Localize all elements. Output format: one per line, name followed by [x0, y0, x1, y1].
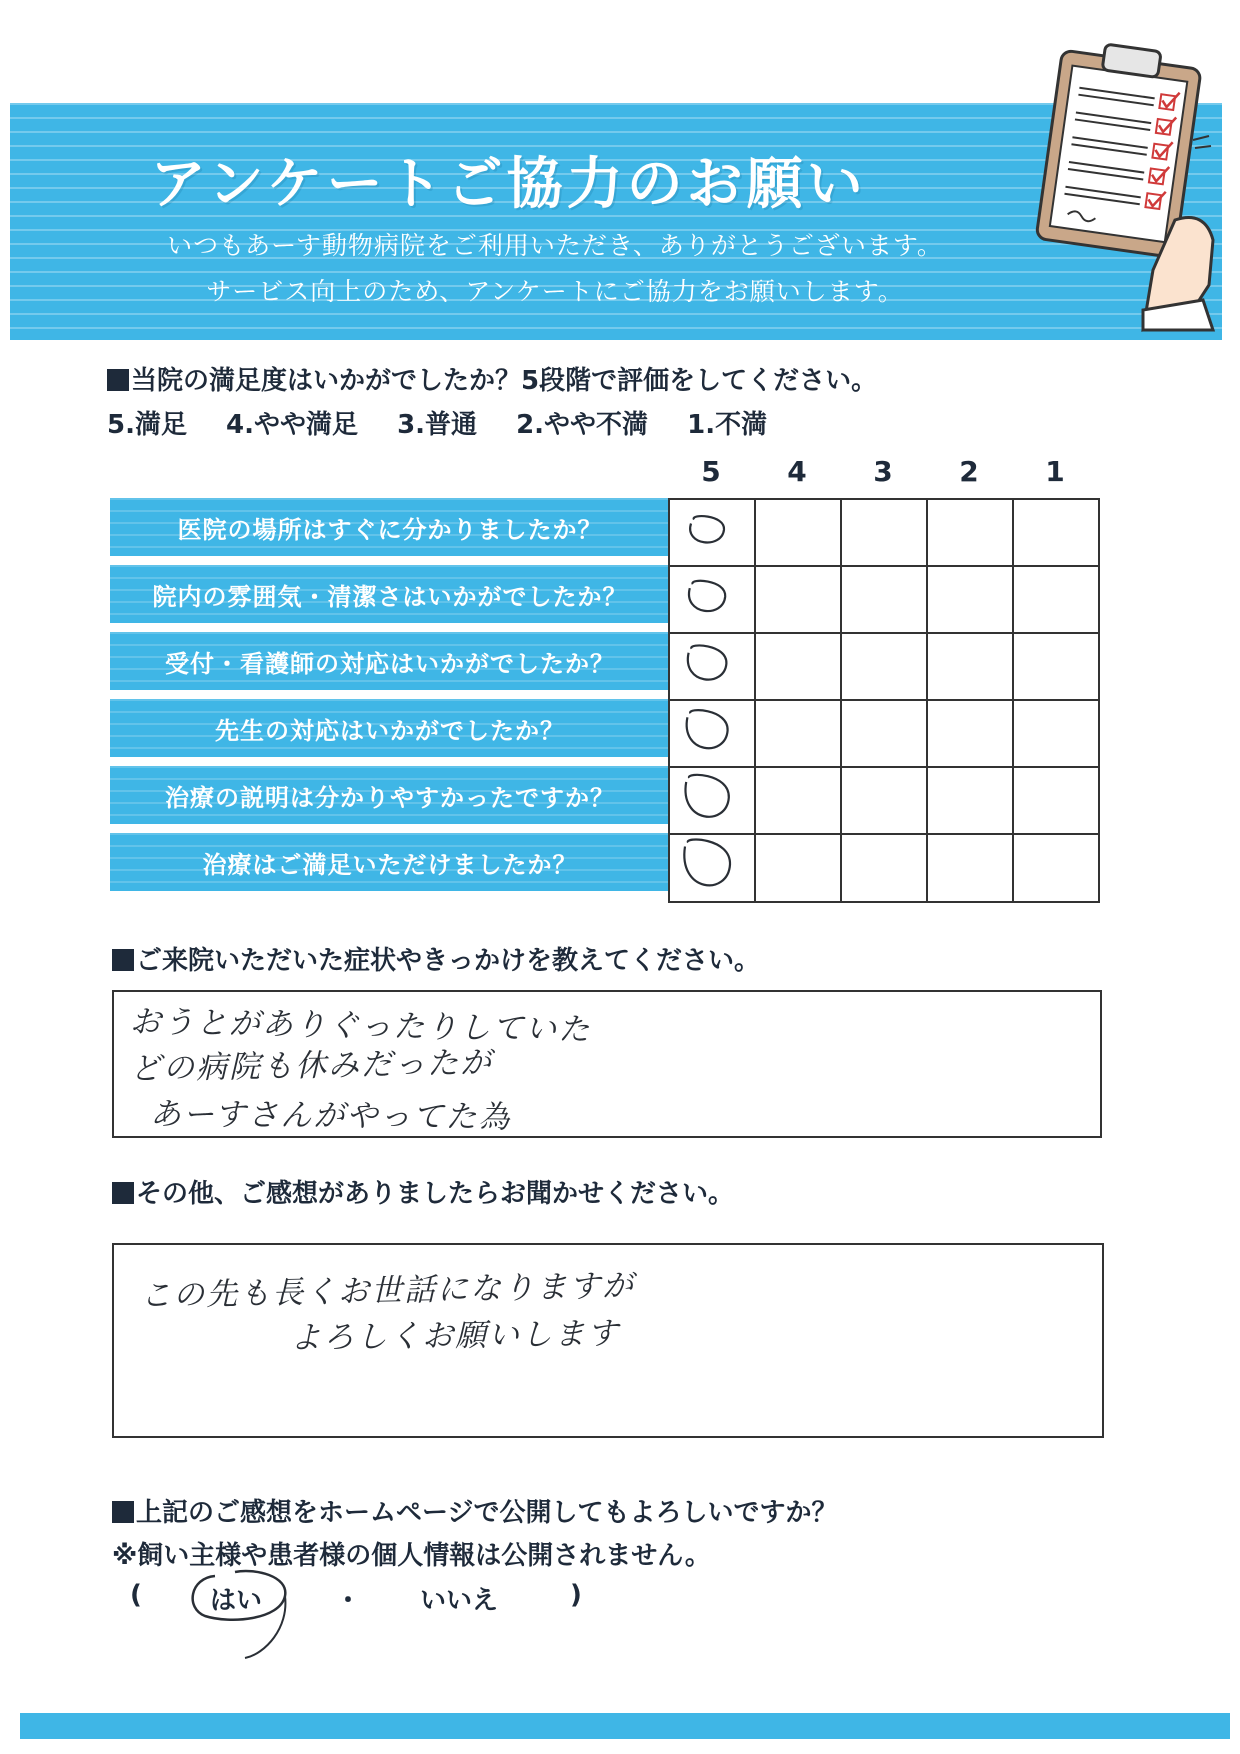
scale-header-1: 1 — [1045, 455, 1065, 488]
publish-heading — [112, 1492, 837, 1529]
publish-heading-text: 上記のご感想をホームページで公開してもよろしいですか？ — [136, 1498, 838, 1528]
legend-3: 3.普通 — [397, 410, 478, 440]
close-paren: ) — [570, 1580, 582, 1610]
rating-marks-layer — [668, 498, 1100, 903]
bullet-square-icon — [112, 1182, 134, 1204]
scale-header-2: 2 — [959, 455, 979, 488]
legend-1: 1.不満 — [687, 410, 768, 440]
scale-header-4: 4 — [787, 455, 807, 488]
question-label: 治療の説明は分かりやすかったですか？ — [110, 766, 670, 824]
rating-scale-legend — [107, 404, 797, 441]
comments-heading-text: その他、ご感想がありましたらお聞かせください。 — [136, 1179, 735, 1209]
banner-message-line-2: サービス向上のため、アンケートにご協力をお願いします。 — [206, 277, 904, 306]
reason-answer-line-1: おうとがありぐったりしていた — [129, 1003, 592, 1049]
rating-circle-mark — [689, 581, 725, 611]
reason-answer-line-3: あーすさんがやってた為 — [149, 1096, 512, 1136]
reason-answer-line-2: どの病院も休みだったが — [129, 1044, 494, 1088]
reason-heading — [112, 940, 760, 977]
footer-bar — [20, 1713, 1230, 1739]
legend-5: 5.満足 — [107, 410, 187, 440]
scale-header-5: 5 — [701, 455, 721, 488]
banner-message-line-1: いつもあーす動物病院をご利用いただき、ありがとうございます。 — [167, 231, 943, 260]
bullet-square-icon — [112, 949, 134, 971]
survey-title: アンケートご協力のお願い — [150, 152, 867, 217]
bullet-square-icon — [107, 369, 129, 391]
question-label: 受付・看護師の対応はいかがでしたか？ — [110, 632, 670, 690]
clipboard-checklist-icon — [1025, 40, 1225, 330]
comments-answer-line-2: よろしくお願いします — [289, 1315, 621, 1357]
bullet-square-icon — [112, 1501, 134, 1523]
publish-yes-option[interactable]: はい — [210, 1586, 263, 1616]
question-label: 医院の場所はすぐに分かりましたか？ — [110, 498, 670, 556]
question-label: 治療はご満足いただけましたか？ — [110, 833, 670, 891]
legend-4: 4.やや満足 — [226, 410, 358, 440]
rating-circle-mark — [688, 645, 727, 679]
legend-2: 2.やや不満 — [516, 410, 649, 440]
privacy-note: ※飼い主様や患者様の個人情報は公開されません。 — [112, 1541, 711, 1571]
open-paren: ( — [130, 1580, 142, 1610]
rating-circle-mark — [685, 775, 728, 817]
satisfaction-heading-text: 当院の満足度はいかがでしたか？5段階で評価をしてください。 — [131, 366, 878, 396]
reason-heading-text: ご来院いただいた症状やきっかけを教えてください。 — [136, 946, 761, 976]
question-label: 先生の対応はいかがでしたか？ — [110, 699, 670, 757]
satisfaction-heading — [107, 360, 877, 397]
yes-selected-circle-mark — [185, 1568, 305, 1668]
scale-header-3: 3 — [873, 455, 893, 488]
comments-heading — [112, 1173, 734, 1210]
rating-circle-mark — [684, 840, 730, 886]
question-label: 院内の雰囲気・清潔さはいかがでしたか？ — [110, 565, 670, 623]
rating-circle-mark — [690, 516, 724, 542]
option-separator: ・ — [335, 1586, 362, 1616]
publish-no-option[interactable]: いいえ — [420, 1586, 499, 1616]
comments-answer-line-1: この先も長くお世話になりますが — [139, 1267, 636, 1315]
rating-circle-mark — [687, 710, 728, 748]
